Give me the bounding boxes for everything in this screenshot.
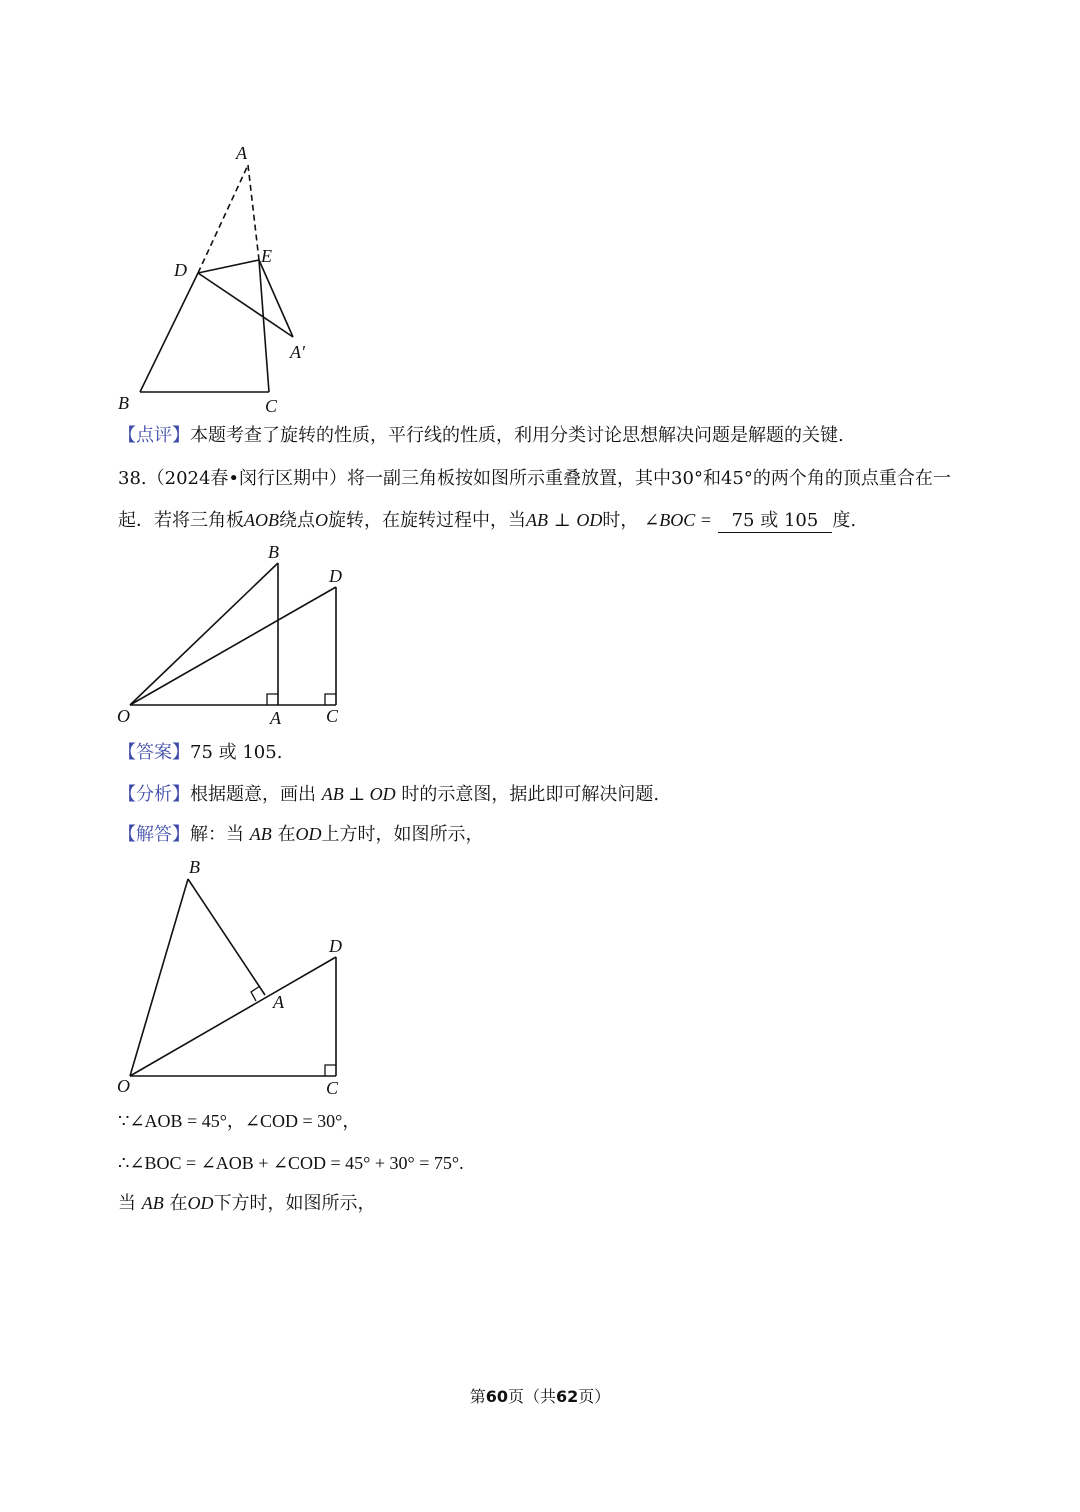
answer-blank: 75 或 105 bbox=[718, 510, 833, 533]
equation-given: ∵∠AOB = 45°，∠COD = 30°， bbox=[118, 1111, 361, 1131]
label-o: O bbox=[117, 1076, 130, 1096]
page-total: 62 bbox=[556, 1387, 579, 1406]
answer-tag: 【答案】 bbox=[118, 742, 190, 763]
analysis-tag: 【分析】 bbox=[118, 784, 190, 805]
label-d: D bbox=[329, 566, 342, 586]
comment-text: 本题考查了旋转的性质，平行线的性质，利用分类讨论思想解决问题是解题的关键. bbox=[190, 425, 844, 446]
solution-line: 【解答】解：当 AB 在OD上方时，如图所示， bbox=[118, 824, 484, 845]
label-c: C bbox=[326, 1078, 339, 1098]
page-footer: 第60页（共62页） bbox=[469, 1387, 611, 1406]
case2-line: 当 AB 在OD下方时，如图所示， bbox=[118, 1193, 376, 1214]
question-line-2: 起．若将三角板AOB绕点O旋转，在旋转过程中，当AB ⊥ OD时， ∠BOC = 75 或 105 度. bbox=[118, 510, 857, 531]
answer-line bbox=[118, 740, 282, 766]
label-a: A bbox=[236, 143, 247, 163]
label-a-prime: A′ bbox=[290, 342, 305, 362]
angle-expr: ∠BOC = bbox=[644, 510, 712, 530]
page-number: 60 bbox=[485, 1387, 508, 1406]
analysis-line: 【分析】根据题意，画出 AB ⊥ OD 时的示意图，据此即可解决问题. bbox=[118, 784, 660, 805]
answer-text: 75 或 105. bbox=[190, 742, 283, 763]
label-b: B bbox=[189, 857, 200, 877]
label-a: A bbox=[273, 992, 284, 1012]
label-e: E bbox=[261, 246, 272, 266]
label-b: B bbox=[118, 393, 129, 413]
figure-case-above bbox=[110, 850, 360, 1100]
comment-tag: 【点评】 bbox=[118, 425, 190, 446]
label-b: B bbox=[268, 542, 279, 562]
figure-rotation-triangle bbox=[100, 135, 340, 425]
figure-overlapping-set-squares bbox=[110, 540, 360, 730]
label-c: C bbox=[326, 706, 339, 726]
label-d: D bbox=[174, 260, 187, 280]
label-c: C bbox=[265, 396, 278, 416]
comment-line bbox=[118, 423, 844, 449]
label-d: D bbox=[329, 936, 342, 956]
solution-tag: 【解答】 bbox=[118, 824, 190, 845]
label-o: O bbox=[117, 706, 130, 726]
equation-result: ∴∠BOC = ∠AOB + ∠COD = 45° + 30° = 75°. bbox=[118, 1153, 464, 1173]
label-a: A bbox=[270, 708, 281, 728]
question-line-1: 38.（2024春•闵行区期中）将一副三角板按如图所示重叠放置，其中30°和45°的两个角的顶点重合在一 bbox=[118, 468, 951, 489]
